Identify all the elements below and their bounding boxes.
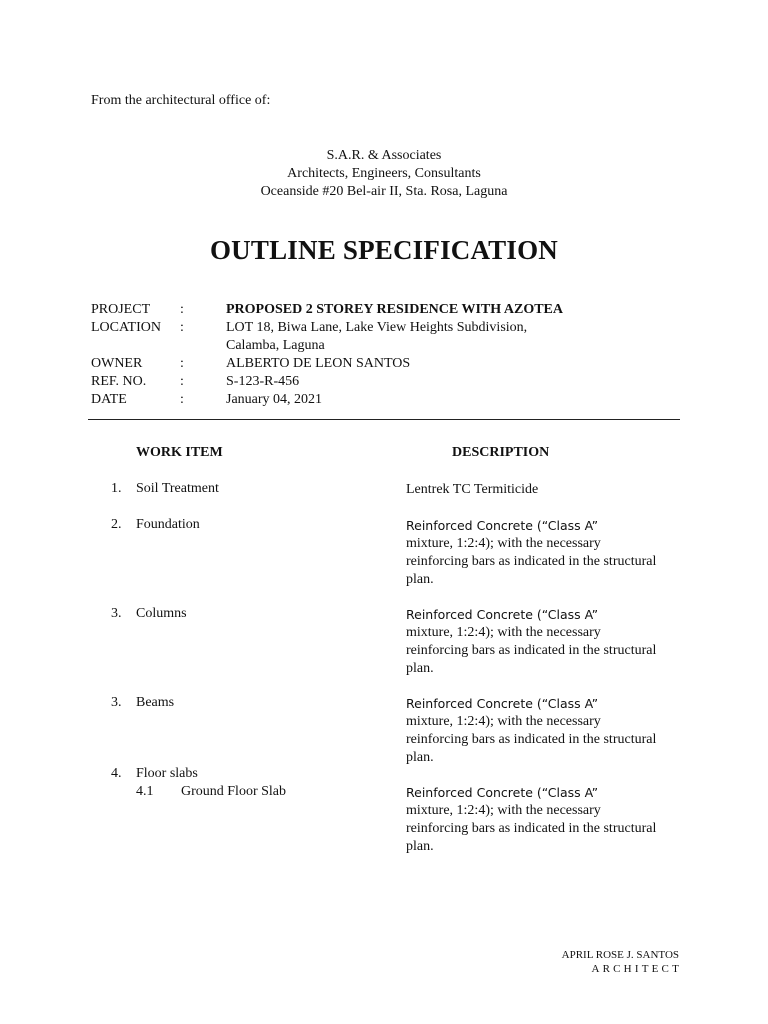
date-colon: : [180, 392, 184, 407]
description-header: DESCRIPTION [452, 445, 550, 460]
description-line: mixture, 1:2:4); with the necessary [406, 714, 601, 729]
ref-no-value: S-123-R-456 [226, 374, 300, 389]
owner-colon: : [180, 356, 184, 371]
item-number: 1. [111, 481, 122, 496]
item-name: Beams [136, 695, 175, 710]
item-name: Columns [136, 606, 187, 621]
owner-label: OWNER [91, 356, 143, 371]
item-description [406, 517, 691, 589]
description-line: reinforcing bars as indicated in the structural [406, 732, 657, 747]
description-line: Reinforced Concrete (“Class A” [406, 696, 599, 711]
sub-item-name: Ground Floor Slab [181, 784, 286, 799]
item-name: Floor slabs [136, 766, 198, 781]
item-number: 3. [111, 695, 122, 710]
ref-no-colon: : [180, 374, 184, 389]
sub-item-number: 4.1 [136, 784, 154, 799]
description-line: plan. [406, 750, 434, 765]
signatory-title: ARCHITECT [591, 963, 682, 975]
description-line: mixture, 1:2:4); with the necessary [406, 536, 601, 551]
item-number: 4. [111, 766, 122, 781]
description-line: Reinforced Concrete (“Class A” [406, 785, 599, 800]
description-line: mixture, 1:2:4); with the necessary [406, 625, 601, 640]
description-line: reinforcing bars as indicated in the structural [406, 821, 657, 836]
location-value: LOT 18, Biwa Lane, Lake View Heights Subdivision, [226, 320, 528, 335]
owner-value: ALBERTO DE LEON SANTOS [226, 356, 411, 371]
description-line: reinforcing bars as indicated in the structural [406, 554, 657, 569]
signatory-name: APRIL ROSE J. SANTOS [561, 949, 679, 961]
description-line: plan. [406, 572, 434, 587]
item-description [406, 606, 691, 678]
from-line: From the architectural office of: [91, 93, 271, 108]
description-line: Reinforced Concrete (“Class A” [406, 518, 599, 533]
location-label: LOCATION [91, 320, 161, 335]
description-line: plan. [406, 839, 434, 854]
ref-no-label: REF. NO. [91, 374, 147, 389]
firm-name: S.A.R. & Associates [326, 148, 442, 163]
description-line: Lentrek TC Termiticide [406, 482, 539, 497]
location-colon: : [180, 320, 184, 335]
work-item-header: WORK ITEM [136, 445, 223, 460]
item-name: Soil Treatment [136, 481, 219, 496]
description-line: reinforcing bars as indicated in the structural [406, 643, 657, 658]
item-description [406, 784, 691, 856]
location-value-line2: Calamba, Laguna [226, 338, 325, 353]
firm-address: Oceanside #20 Bel-air II, Sta. Rosa, Laguna [260, 184, 508, 199]
description-line: mixture, 1:2:4); with the necessary [406, 803, 601, 818]
item-number: 2. [111, 517, 122, 532]
project-value: PROPOSED 2 STOREY RESIDENCE WITH AZOTEA [226, 302, 563, 317]
item-name: Foundation [136, 517, 200, 532]
item-number: 3. [111, 606, 122, 621]
firm-services: Architects, Engineers, Consultants [287, 166, 481, 181]
project-label: PROJECT [91, 302, 151, 317]
document-title: OUTLINE SPECIFICATION [209, 235, 558, 265]
date-value: January 04, 2021 [226, 392, 323, 407]
item-description [406, 695, 691, 767]
item-description [406, 481, 691, 499]
description-line: plan. [406, 661, 434, 676]
date-label: DATE [91, 392, 127, 407]
divider-line [88, 419, 680, 420]
project-colon: : [180, 302, 184, 317]
description-line: Reinforced Concrete (“Class A” [406, 607, 599, 622]
